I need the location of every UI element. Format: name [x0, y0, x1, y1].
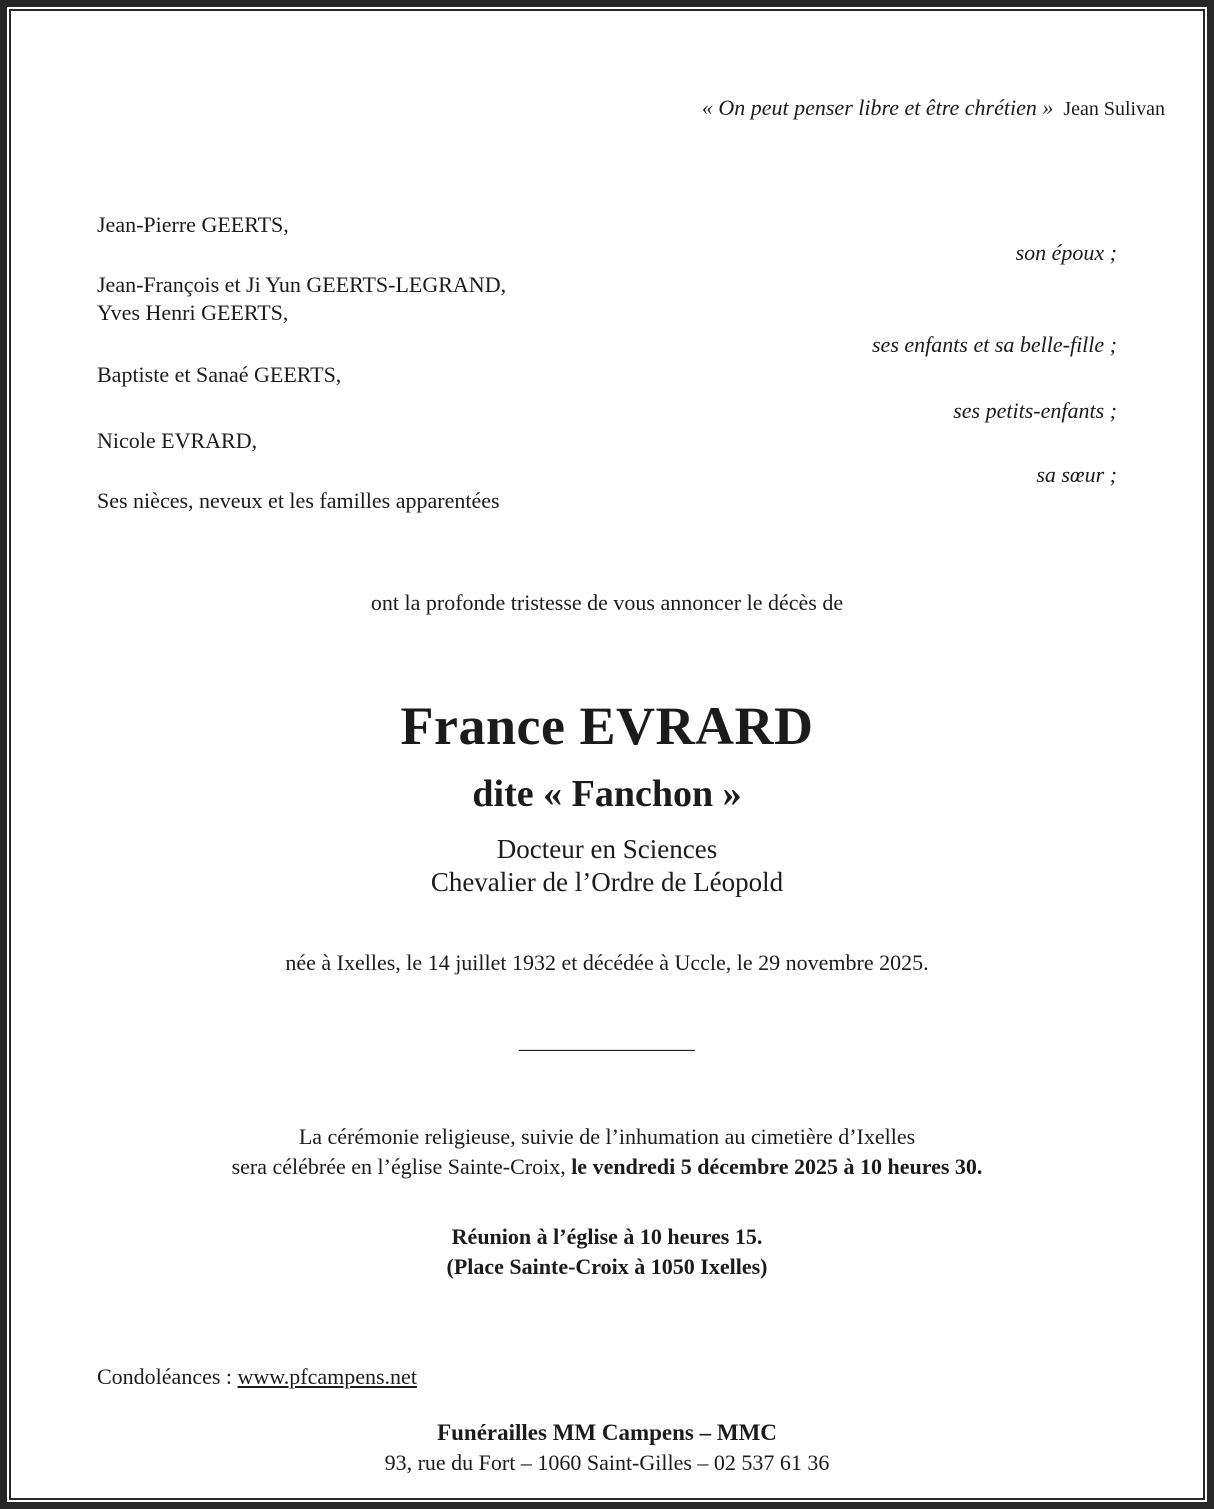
mourner-grandchildren-relation: ses petits-enfants ;: [953, 398, 1117, 423]
epigraph: [97, 95, 1165, 121]
mourner-sister-relation: sa sœur ;: [1036, 462, 1117, 487]
mourner-sister-name: Nicole EVRARD,: [97, 428, 258, 453]
deceased-nickname: dite « Fanchon »: [472, 773, 742, 815]
condolences-label: Condoléances :: [97, 1364, 238, 1389]
mourner-children-name-2: Yves Henri GEERTS,: [97, 300, 289, 325]
announcement-line: ont la profonde tristesse de vous annoncer le décès de: [370, 590, 844, 615]
extended-family-line: Ses nièces, neveux et les familles apparentées: [97, 488, 500, 513]
ceremony-line-2: [97, 1154, 1117, 1180]
mourner-grandchildren-name: Baptiste et Sanaé GEERTS,: [97, 362, 342, 387]
ceremony-date-time: le vendredi 5 décembre 2025 à 10 heures 30.: [571, 1154, 983, 1179]
epigraph-quote: « On peut penser libre et être chrétien »: [701, 95, 1054, 120]
ceremony-line-2-regular: sera célébrée en l’église Sainte-Croix,: [231, 1154, 572, 1179]
mourner-children-relation: ses enfants et sa belle-fille ;: [872, 332, 1117, 357]
meeting-time-line: Réunion à l’église à 10 heures 15.: [451, 1224, 763, 1249]
funeral-home-name: Funérailles MM Campens – MMC: [437, 1420, 777, 1445]
epigraph-attribution: Jean Sulivan: [1063, 98, 1165, 120]
ceremony-line-1: La cérémonie religieuse, suivie de l’inhumation au cimetière d’Ixelles: [298, 1124, 916, 1149]
birth-death-line: née à Ixelles, le 14 juillet 1932 et décédée à Uccle, le 29 novembre 2025.: [285, 950, 929, 975]
mourner-spouse-name: Jean-Pierre GEERTS,: [97, 212, 289, 237]
deceased-title-doctor: Docteur en Sciences: [496, 834, 718, 864]
condolences-link[interactable]: www.pfcampens.net: [237, 1364, 417, 1389]
funeral-home-address: 93, rue du Fort – 1060 Saint-Gilles – 02 537 61 36: [384, 1450, 830, 1475]
mourner-children-name-1: Jean-François et Ji Yun GEERTS-LEGRAND,: [97, 272, 507, 297]
deceased-title-chevalier: Chevalier de l’Ordre de Léopold: [430, 867, 784, 897]
condolences-line: [97, 1364, 1117, 1390]
section-divider: ________________: [519, 1028, 695, 1053]
deceased-name: France EVRARD: [400, 696, 814, 756]
mourner-spouse-relation: son époux ;: [1015, 240, 1117, 265]
meeting-place-line: (Place Sainte-Croix à 1050 Ixelles): [446, 1254, 768, 1279]
